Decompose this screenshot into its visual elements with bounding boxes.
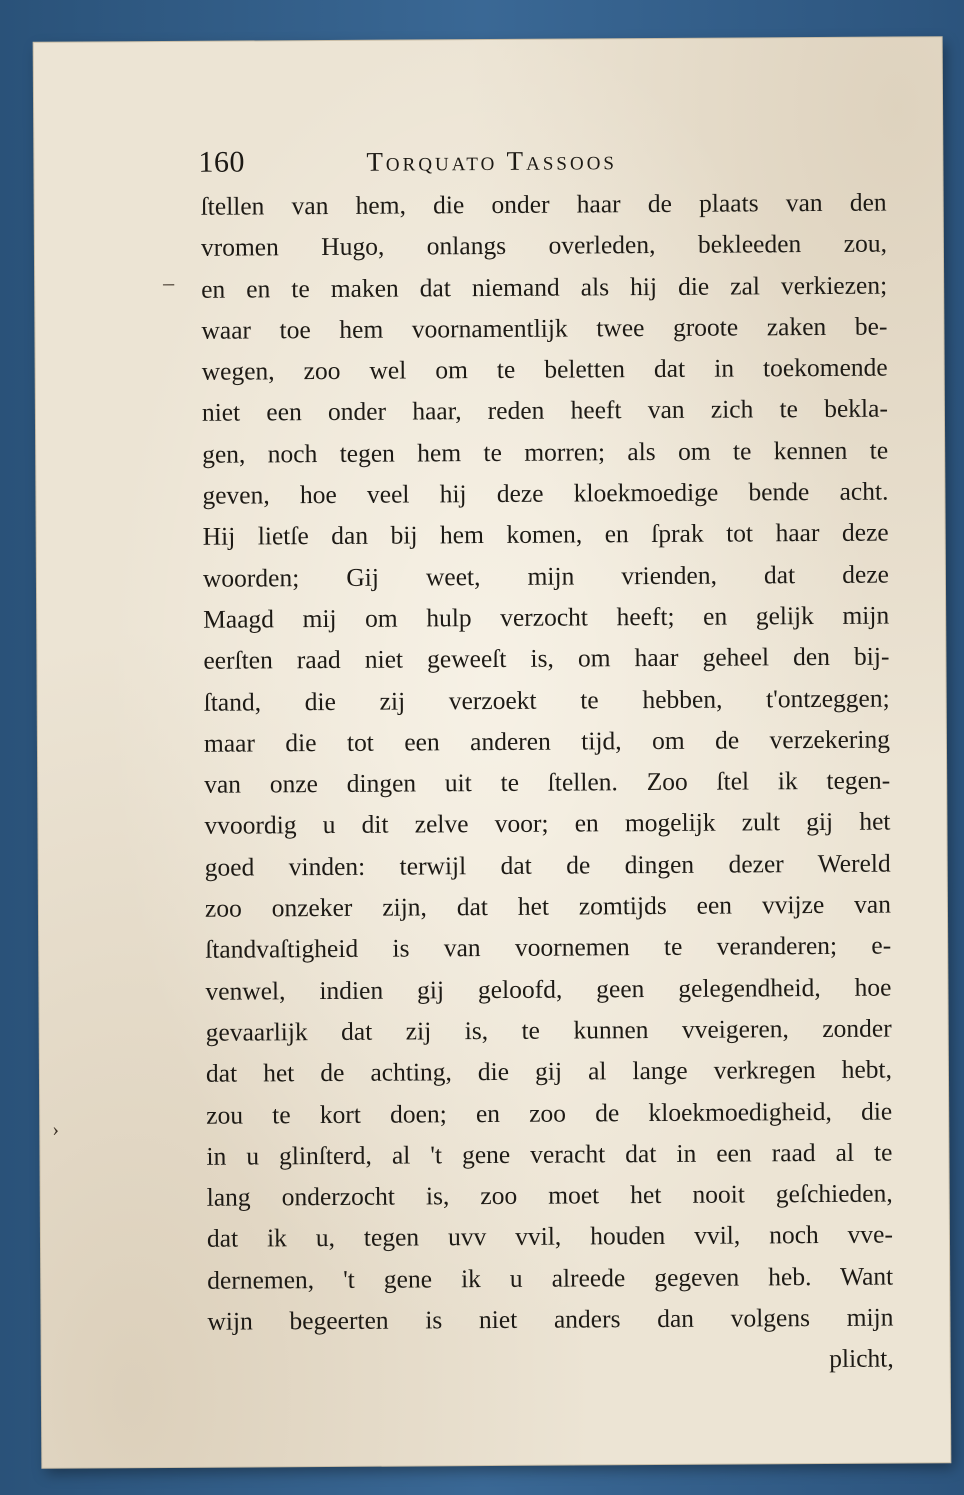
text-line: gevaarlijk dat zij is, te kunnen vveigeren, zonder bbox=[205, 1013, 892, 1047]
text-line: woorden; Gij weet, mijn vrienden, dat deze bbox=[202, 559, 890, 593]
running-title: Torquato Tassoos bbox=[366, 145, 618, 177]
text-line: goed vinden: terwijl dat de dingen dezer Wereld bbox=[204, 848, 891, 882]
text-line: eerſten raad niet geweeſt is, om haar geheel den bij- bbox=[203, 641, 890, 676]
catchword: plicht, bbox=[829, 1343, 894, 1374]
text-line: venwel, indien gij geloofd, geen gelegendheid, hoe bbox=[205, 972, 892, 1006]
margin-mark: – bbox=[163, 269, 175, 295]
text-line: wijn begeerten is niet anders dan volgens mijn bbox=[207, 1302, 894, 1336]
running-head bbox=[198, 142, 898, 186]
text-line: waar toe hem voornamentlijk twee groote zaken be- bbox=[201, 311, 888, 345]
text-line: vromen Hugo, onlangs overleden, bekleeden zou, bbox=[200, 228, 887, 263]
text-line: ſtandvaſtigheid is van voornemen te veranderen; e- bbox=[205, 930, 892, 965]
text-line: vvoordig u dit zelve voor; en mogelijk zult gij het bbox=[204, 807, 891, 841]
text-line: dat het de achting, die gij al lange verkregen hebt, bbox=[205, 1054, 893, 1088]
margin-mark: › bbox=[52, 1118, 60, 1141]
text-line: ſtellen van hem, die onder haar de plaats van den bbox=[200, 187, 887, 221]
text-line: zou te kort doen; en zoo de kloekmoedigheid, die bbox=[206, 1096, 893, 1130]
book-page bbox=[34, 37, 951, 1468]
text-line: zoo onzeker zijn, dat het zomtijds een vvijze van bbox=[204, 889, 892, 923]
text-line: ſtand, die zij verzoekt te hebben, t'ontzeggen; bbox=[203, 683, 890, 717]
text-line: van onze dingen uit te ſtellen. Zoo ſtel ik tegen- bbox=[204, 765, 891, 799]
text-line: geven, hoe veel hij deze kloekmoedige bende acht. bbox=[202, 476, 889, 510]
text-line: dat ik u, tegen uvv vvil, houden vvil, noch vve- bbox=[206, 1219, 894, 1254]
text-line: gen, noch tegen hem te morren; als om te kennen te bbox=[202, 435, 889, 469]
text-line: en en te maken dat niemand als hij die zal verkiezen; bbox=[201, 270, 888, 304]
text-line: dernemen, 't gene ik u alreede gegeven heb. Want bbox=[207, 1261, 894, 1295]
body-text bbox=[201, 182, 894, 1384]
text-line: maar die tot een anderen tijd, om de verzekering bbox=[203, 724, 891, 758]
text-line: wegen, zoo wel om te beletten dat in toekomende bbox=[201, 352, 888, 386]
text-line: niet een onder haar, reden heeft van zich te bekla- bbox=[201, 394, 888, 428]
text-line: in u glinſterd, al 't gene veracht dat in een raad al te bbox=[206, 1137, 893, 1171]
text-line: Maagd mij om hulp verzocht heeft; en gelijk mijn bbox=[203, 600, 890, 634]
page-number: 160 bbox=[198, 145, 245, 179]
text-line: Hij lietſe dan bij hem komen, en ſprak tot haar deze bbox=[202, 517, 889, 552]
text-line: lang onderzocht is, zoo moet het nooit geſchieden, bbox=[206, 1178, 893, 1212]
